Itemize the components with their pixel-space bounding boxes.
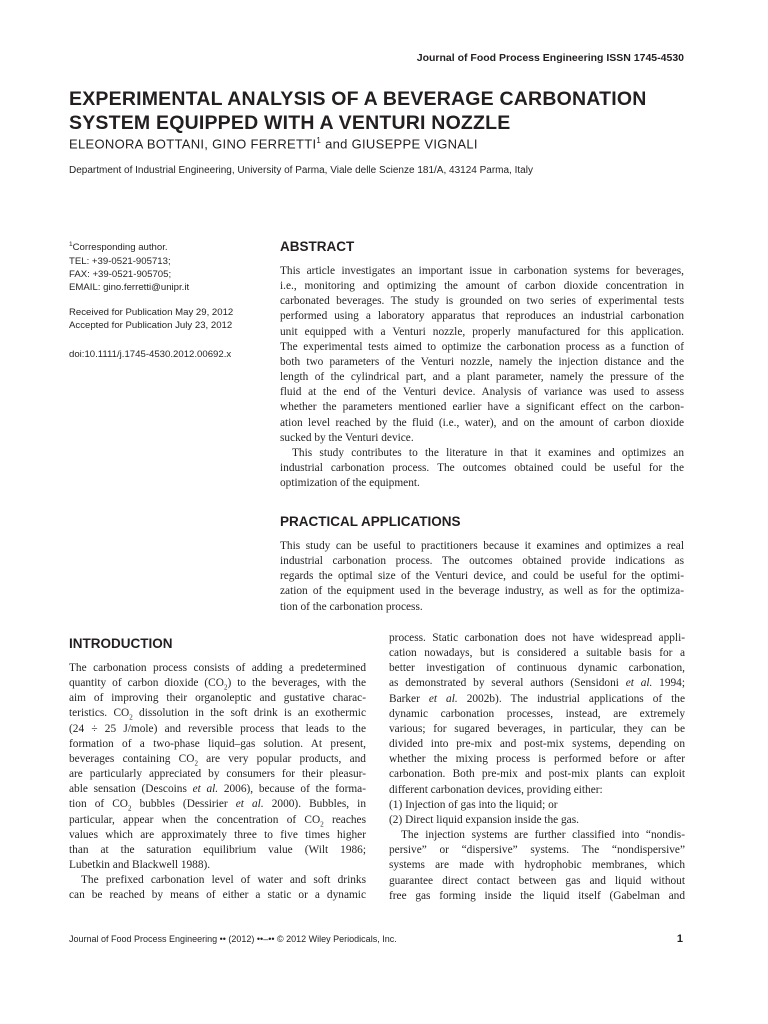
abstract-line: carbonated beverages. The study is grounded on two series of experimental tests: [280, 295, 684, 308]
intro-line: can be reached by means of either a static or a dynamic: [69, 889, 366, 902]
practical-line: regards the optimal size of the Venturi device, and could be useful for the optimi-: [280, 570, 684, 583]
practical-line: This study can be useful to practitioners because it examines and optimizes a real: [280, 540, 684, 552]
practical-line: tion of the carbonation process.: [280, 600, 423, 613]
intro-line: than at the saturation equilibrium value (Wilt 1986;: [69, 843, 366, 856]
introduction-right-column: [389, 631, 685, 904]
practical-line: zation of the equipment used in the beverage industry, as well as for the optimiza-: [280, 585, 684, 598]
intro-line: divided into pre-mix and post-mix systems, depending on: [389, 738, 685, 751]
practical-line: industrial carbonation process. The outcomes obtained provide indications as: [280, 555, 684, 568]
introduction-left-column: [69, 661, 366, 904]
received-date: Received for Publication May 29, 2012: [69, 307, 234, 318]
authors-text-end: and GIUSEPPE VIGNALI: [321, 136, 478, 152]
intro-line: quantity of carbon dioxide $(CO_2)$ to the beverages, with the: [69, 677, 366, 692]
abstract-line: optimization of the equipment.: [280, 477, 420, 490]
abstract-line: ation level reached by the fluid (i.e., water), and on the amount of carbon dioxide: [280, 416, 684, 429]
abstract-line: whether the parameters mentioned earlier have a significant effect on the carbon-: [280, 401, 684, 414]
article-title: [69, 87, 709, 135]
author-footnote-mark: 1: [316, 136, 322, 145]
practical-applications-heading: PRACTICAL APPLICATIONS: [280, 514, 461, 529]
doi[interactable]: doi:10.1111/j.1745-4530.2012.00692.x: [69, 349, 232, 360]
abstract-heading: ABSTRACT: [280, 239, 355, 254]
authors: [69, 136, 478, 151]
abstract-line: The experimental tests aimed to optimize the carbonation process as a function of: [280, 340, 684, 353]
abstract-line: industrial carbonation process. The outcomes obtained could be useful for the: [280, 462, 684, 475]
intro-line: tion of $CO_2$ bubbles (Dessirier et al. 2000). Bubbles, in: [69, 798, 367, 813]
intro-list-item: (1) Injection of gas into the liquid; or: [389, 798, 558, 811]
intro-line: carbonation. Both pre-mix and post-mix plants can exploit: [389, 768, 685, 781]
title-line-1: EXPERIMENTAL ANALYSIS OF A BEVERAGE CARBONATION: [69, 88, 647, 110]
intro-line: Barker et al. 2002b). The industrial applications of the: [389, 692, 686, 705]
intro-line: persive” or “dispersive” systems. The “nondispersive”: [389, 844, 685, 857]
title-line-2: SYSTEM EQUIPPED WITH A VENTURI NOZZLE: [69, 112, 511, 134]
intro-line: values which are approximately three to five times higher: [69, 828, 366, 841]
intro-list-item: (2) Direct liquid expansion inside the gas.: [389, 813, 579, 826]
practical-applications-body: [280, 539, 684, 615]
fax: FAX: +39-0521-905705;: [69, 269, 172, 280]
intro-line: particular, appear when the concentration of $CO_2$ reaches: [69, 813, 367, 828]
intro-line: The injection systems are further classified into “nondis-: [401, 829, 685, 842]
page-number: 1: [676, 933, 683, 945]
intro-line: as demonstrated by several authors (Sensidoni et al. 1994;: [389, 677, 685, 690]
intro-line: teristics. $CO_2$ dissolution in the soft drink is an exothermic: [69, 707, 366, 722]
intro-line: systems are made with hydrophobic membranes, which: [389, 859, 685, 872]
abstract-line: performed using a laboratory apparatus that reproduces an industrial carbonation: [280, 310, 684, 323]
intro-line: various; for sugared beverages, in particular, they can be: [389, 722, 685, 735]
intro-line: are particularly appreciated by consumers for their pleasur-: [69, 768, 366, 781]
affiliation: Department of Industrial Engineering, University of Parma, Viale delle Scienze 181/A, 43124 Parma, Italy: [69, 165, 533, 176]
intro-line: aim of improving their organoleptic and gustative charac-: [69, 692, 366, 705]
publication-dates: [69, 306, 259, 333]
abstract-line: unit equipped with a Venturi nozzle, properly manufactured for this application.: [280, 325, 684, 338]
intro-line: free gas forming inside the liquid itself (Gabelman and: [389, 889, 685, 902]
abstract-line: both two parameters of the Venturi nozzle, namely the injection distance and the: [280, 355, 684, 368]
intro-line: whether the mixing process is performed before or after: [389, 753, 685, 766]
abstract-line: length of the cylindrical part, and a plant parameter, namely the pressure of the: [280, 371, 684, 384]
intro-line: able sensation (Descoins et al. 2006), because of the forma-: [69, 783, 366, 796]
intro-line: better investigation of continuous dynamic carbonation,: [389, 662, 685, 675]
intro-line: The prefixed carbonation level of water and soft drinks: [81, 874, 366, 887]
intro-line: cation nowadays, but is considered a suitable basis for a: [389, 647, 685, 660]
intro-line: dynamic carbonation processes, instead, are extremely: [389, 707, 685, 720]
abstract-line: This article investigates an important issue in carbonation systems for beverages,: [280, 265, 684, 277]
abstract-line: This study contributes to the literature in that it examines and optimizes an: [292, 446, 684, 459]
email[interactable]: EMAIL: gino.ferretti@unipr.it: [69, 282, 190, 294]
corresponding-author: $^1$Corresponding author.: [69, 241, 168, 254]
intro-line: beverages containing $CO_2$ are very popular products, and: [69, 752, 366, 768]
intro-line: process. Static carbonation does not have widespread appli-: [389, 632, 685, 644]
intro-line: guarantee direct contact between gas and liquid without: [389, 874, 685, 887]
intro-line: Lubetkin and Blackwell 1988).: [69, 859, 211, 872]
abstract-line: fluid at the end of the Venturi device. Analysis of variance was used to assess: [280, 386, 684, 399]
abstract-line: i.e., monitoring and optimizing the amount of carbon dioxide concentration in: [280, 280, 684, 293]
page-footer: Journal of Food Process Engineering •• (2012) ••–•• © 2012 Wiley Periodicals, Inc.: [69, 934, 397, 944]
correspondence-block: [69, 238, 259, 295]
intro-line: formation of a two-phase liquid–gas solution. At present,: [69, 737, 366, 750]
abstract-body: [280, 264, 684, 491]
abstract-line: sucked by the Venturi device.: [280, 431, 414, 444]
intro-line: The carbonation process consists of adding a predetermined: [69, 662, 366, 674]
accepted-date: Accepted for Publication July 23, 2012: [69, 320, 233, 332]
introduction-heading: INTRODUCTION: [69, 636, 173, 651]
intro-line: different carbonation devices, providing either:: [389, 783, 603, 796]
journal-header: Journal of Food Process Engineering ISSN 1745-4530: [416, 52, 684, 64]
telephone: TEL: +39-0521-905713;: [69, 255, 171, 267]
intro-line: (24 ÷ 25 J/mole) and reversible process that leads to the: [69, 722, 366, 735]
authors-text: ELEONORA BOTTANI, GINO FERRETTI: [69, 136, 317, 152]
